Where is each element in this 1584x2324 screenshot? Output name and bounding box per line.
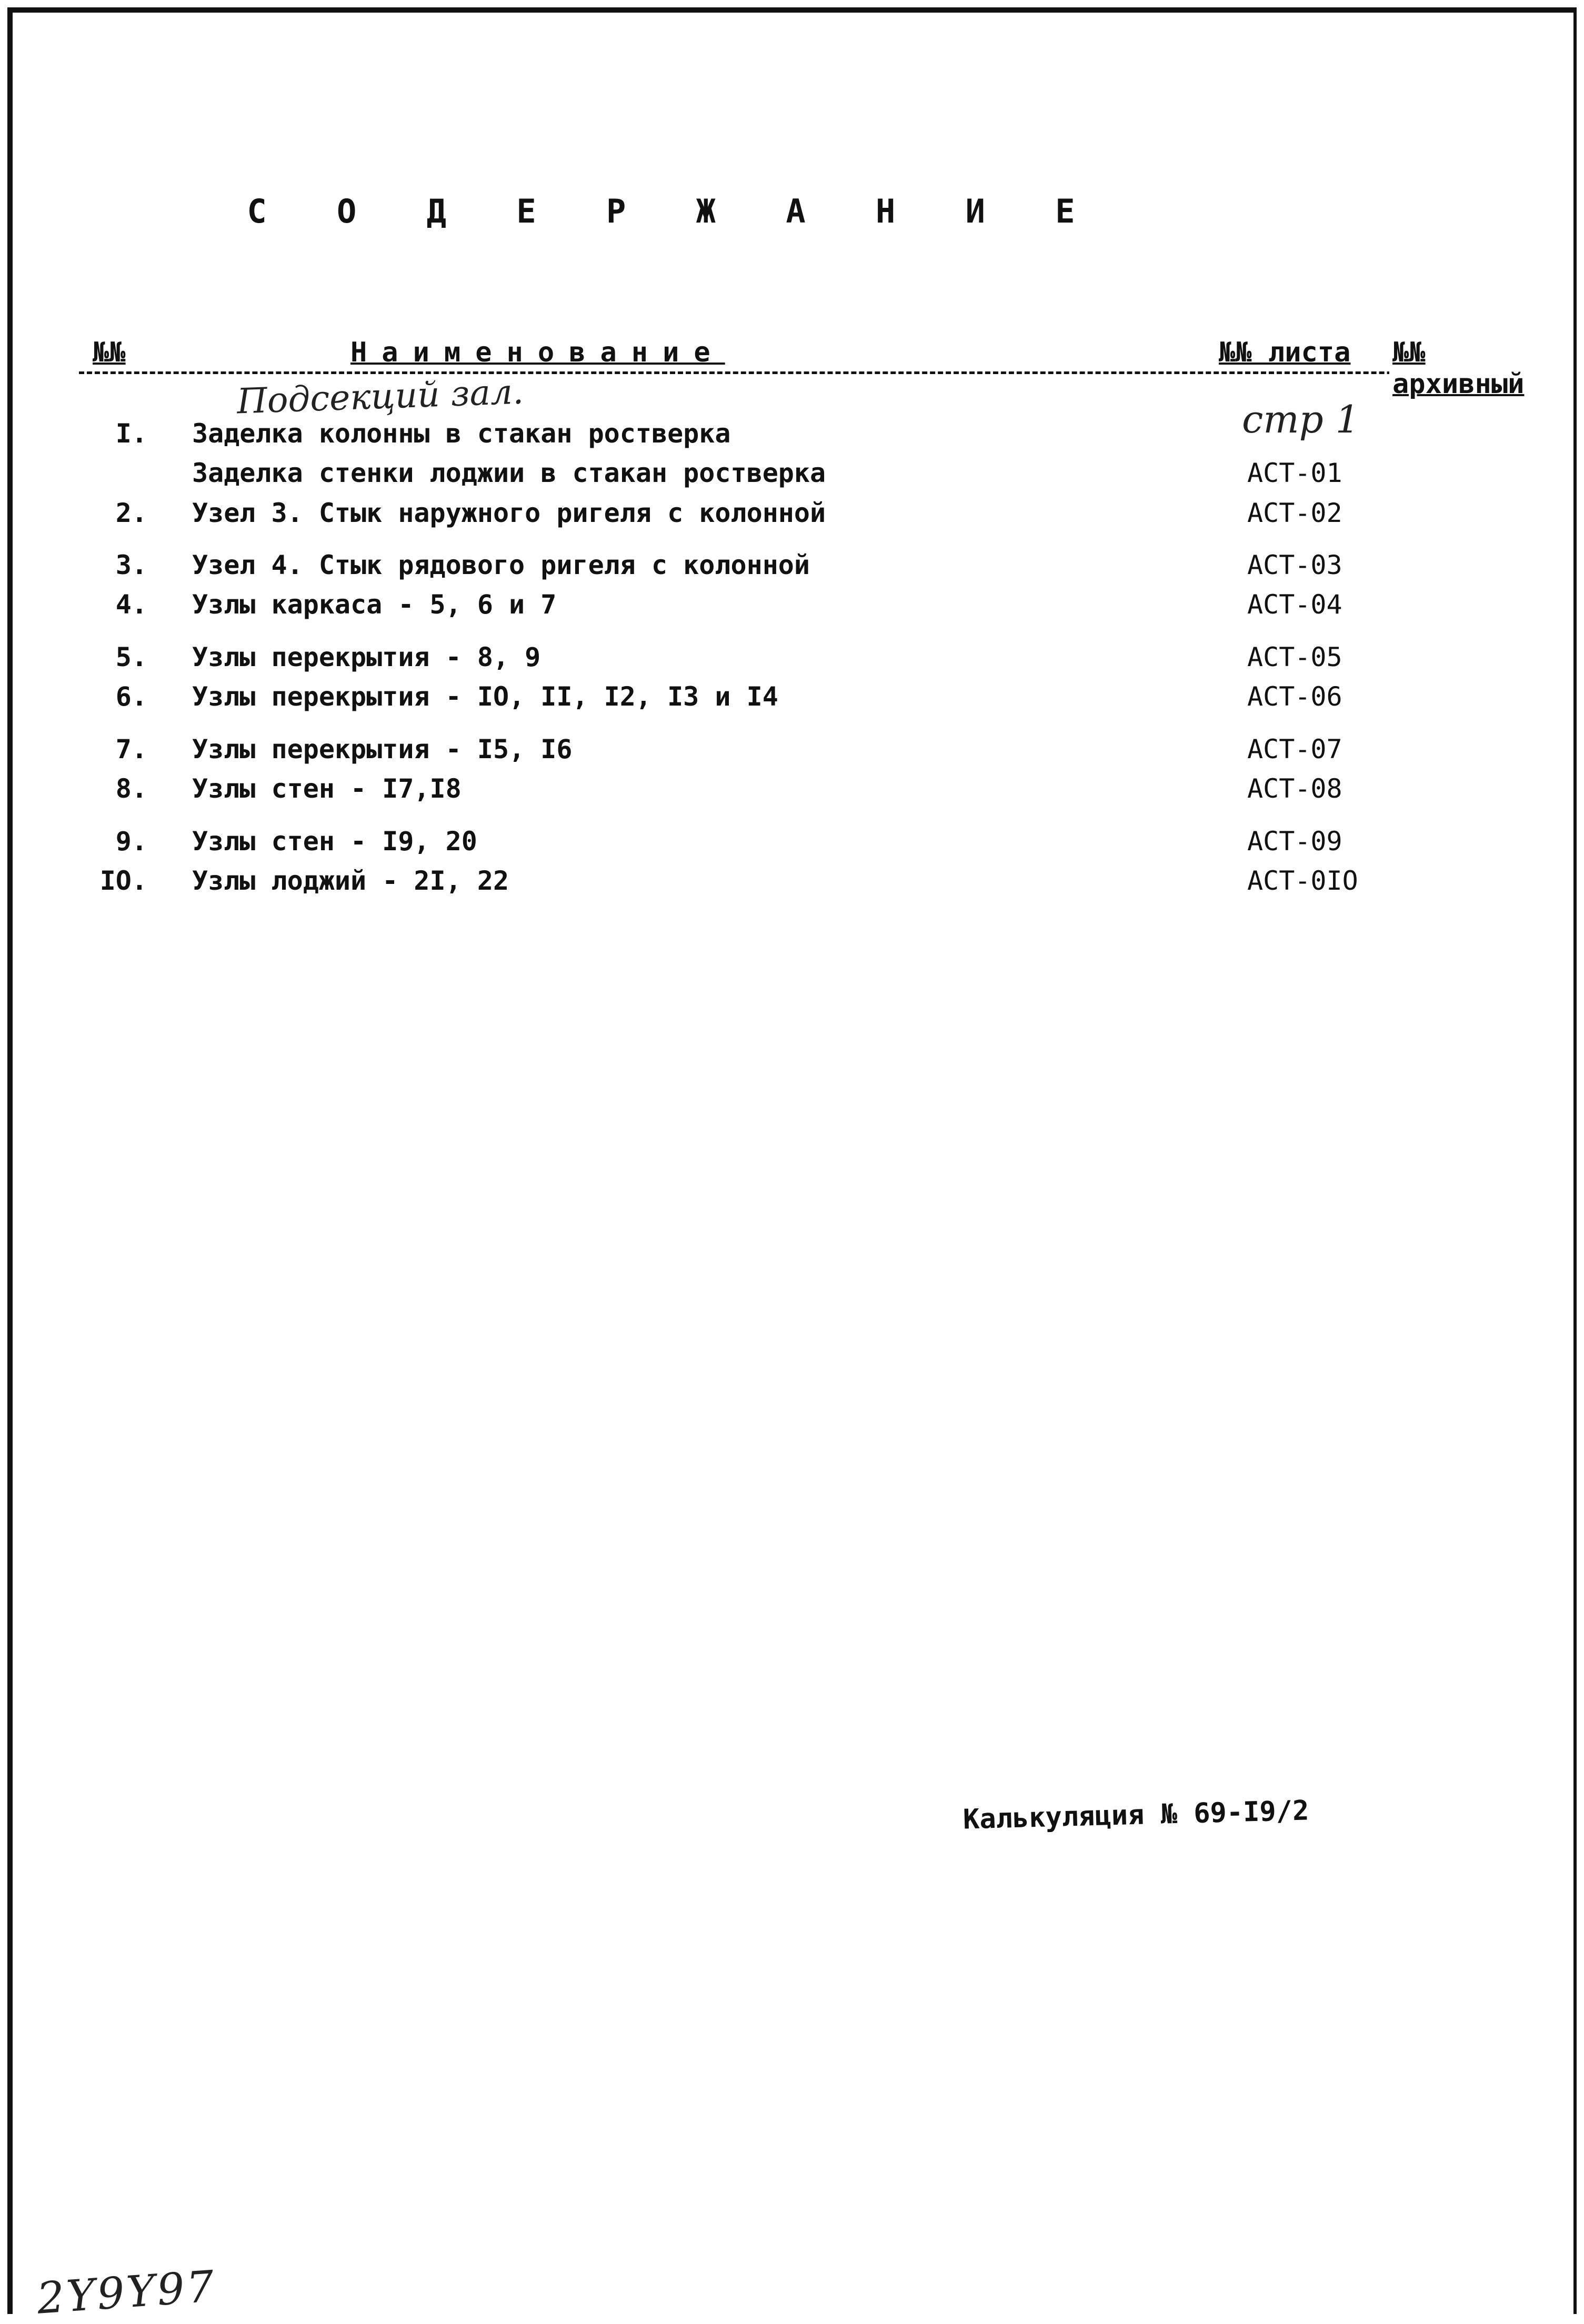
item-name: Узлы каркаса - 5, 6 и 7 — [192, 589, 557, 620]
list-item — [0, 458, 1584, 491]
list-item — [0, 550, 1584, 583]
item-name: Узлы перекрытия - I5, I6 — [192, 734, 573, 764]
item-sheet: АСТ-04 — [1247, 589, 1342, 620]
item-number: 6. — [115, 681, 147, 712]
header-sheet-number: №№ листа — [1216, 337, 1354, 368]
item-name: Узлы лоджий - 2I, 22 — [192, 866, 509, 896]
list-item — [0, 826, 1584, 860]
list-item — [0, 773, 1584, 807]
handwritten-zone-note: Подсекций зал. — [236, 371, 525, 422]
document-title: С О Д Е Р Ж А Н И Е — [247, 192, 1100, 230]
item-number: 2. — [115, 498, 147, 528]
item-name: Узел 3. Стык наружного ригеля с колонной — [192, 498, 826, 528]
item-number: 7. — [115, 734, 147, 764]
item-sheet: АСТ-03 — [1247, 550, 1342, 580]
calculation-number: Калькуляция № 69-I9/2 — [963, 1795, 1310, 1836]
item-sheet: АСТ-07 — [1247, 734, 1342, 764]
item-sheet: АСТ-02 — [1247, 498, 1342, 528]
item-name: Узлы стен - I9, 20 — [192, 826, 477, 857]
item-sheet: АСТ-0IO — [1247, 866, 1358, 896]
list-item — [0, 681, 1584, 715]
item-name: Заделка стенки лоджии в стакан ростверка — [192, 458, 826, 488]
item-number: 8. — [115, 773, 147, 804]
header-dashed-line — [79, 371, 1573, 374]
item-number: 9. — [115, 826, 147, 857]
item-sheet: АСТ-01 — [1247, 458, 1342, 488]
item-name: Узлы перекрытия - 8, 9 — [192, 642, 541, 672]
header-archive-number: №№ архивный — [1389, 337, 1573, 400]
item-name: Узлы стен - I7,I8 — [192, 773, 462, 804]
item-number: I. — [115, 418, 147, 449]
header-name: Наименование — [347, 337, 728, 368]
item-sheet: АСТ-08 — [1247, 773, 1342, 804]
item-number: IO. — [99, 866, 147, 896]
item-number: 3. — [115, 550, 147, 580]
item-number: 5. — [115, 642, 147, 672]
item-sheet: АСТ-09 — [1247, 826, 1342, 857]
header-number: №№ — [89, 337, 129, 368]
item-name: Заделка колонны в стакан ростверка — [192, 418, 731, 449]
item-sheet: АСТ-06 — [1247, 681, 1342, 712]
item-name: Узлы перекрытия - IO, II, I2, I3 и I4 — [192, 681, 778, 712]
list-item — [0, 418, 1584, 452]
handwritten-page-note: стр 1 — [1242, 397, 1360, 441]
list-item — [0, 498, 1584, 531]
handwritten-stamp-number: 2Y9Y97 — [35, 2261, 218, 2324]
list-item — [0, 589, 1584, 623]
list-item — [0, 866, 1584, 899]
list-item — [0, 734, 1584, 768]
list-item — [0, 642, 1584, 676]
item-sheet: АСТ-05 — [1247, 642, 1342, 672]
item-name: Узел 4. Стык рядового ригеля с колонной — [192, 550, 810, 580]
item-number: 4. — [115, 589, 147, 620]
